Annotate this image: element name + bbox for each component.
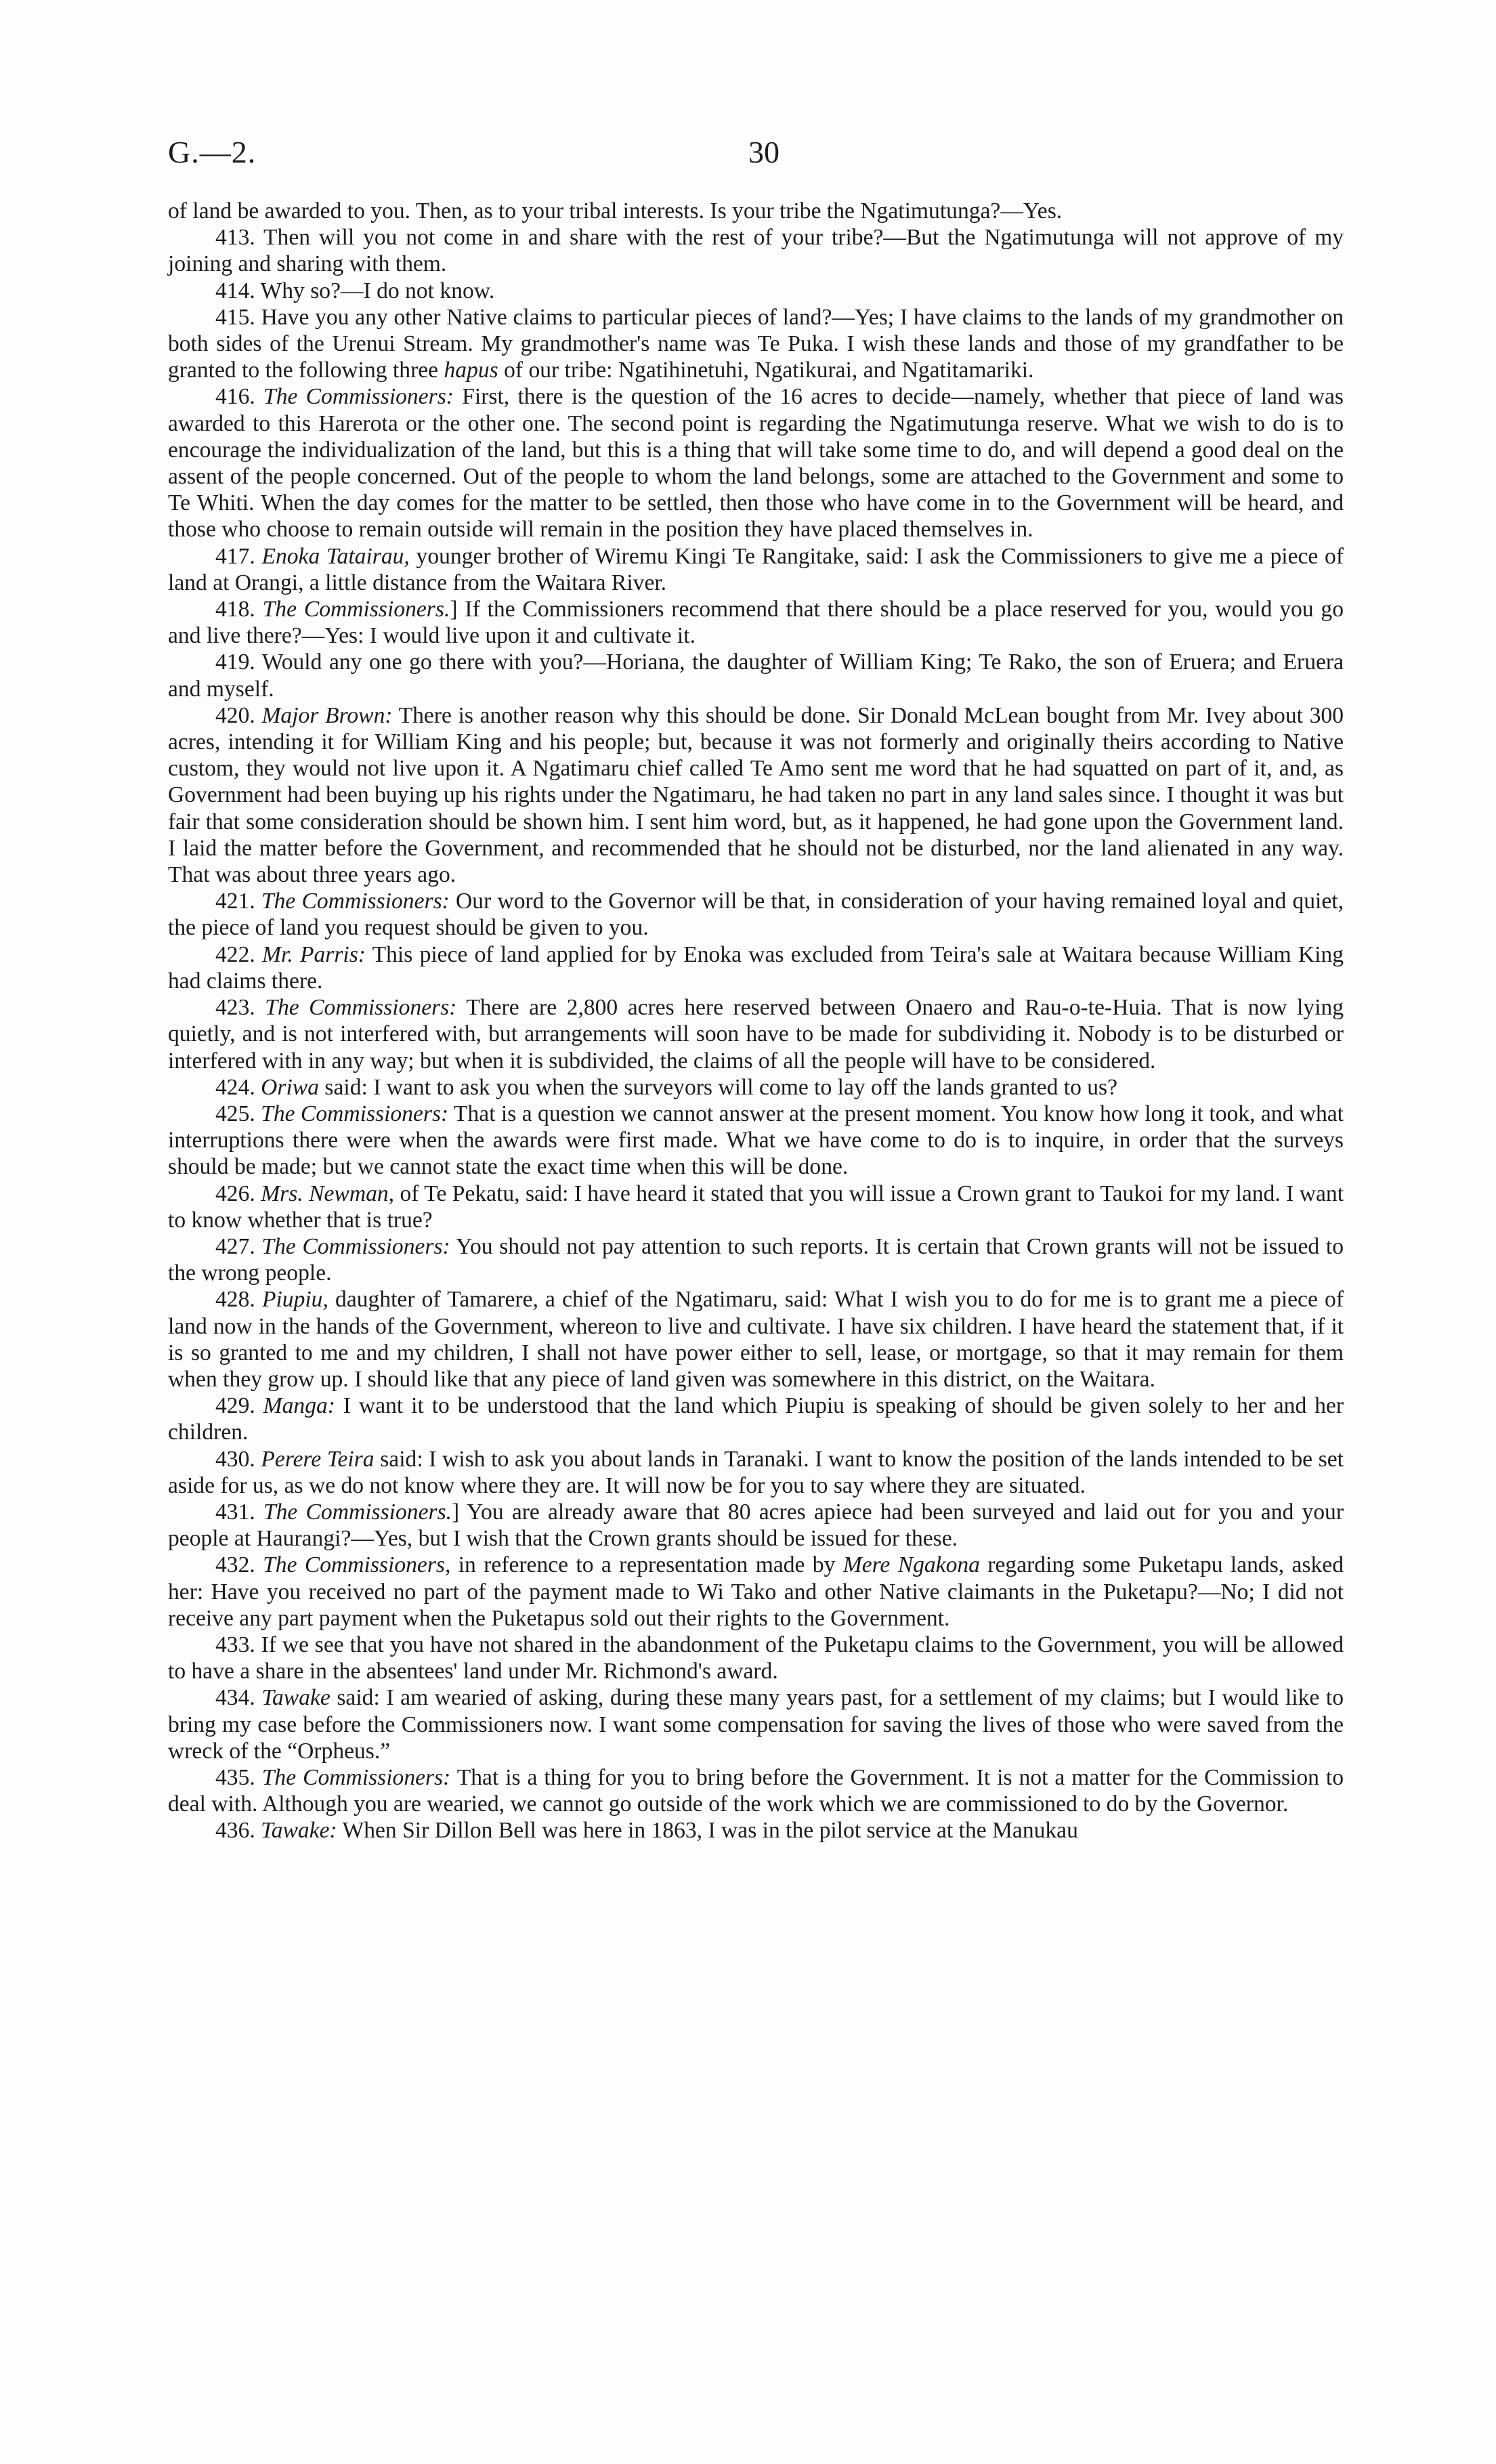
paragraph-text: 425. xyxy=(215,1101,261,1126)
paragraph xyxy=(168,198,1344,224)
speaker-name: Tawake: xyxy=(261,1818,337,1844)
paragraph-text: 421. xyxy=(215,889,261,914)
speaker-name: Mr. Parris: xyxy=(262,941,366,967)
paragraph-text: of our tribe: Ngatihinetuhi, Ngatikurai, and Ngatitamariki. xyxy=(498,358,1034,383)
paragraph xyxy=(168,1286,1344,1393)
paragraph xyxy=(168,1101,1344,1181)
paragraph xyxy=(168,888,1344,941)
paragraph xyxy=(168,649,1344,702)
paragraph-text: 424. xyxy=(215,1074,261,1100)
speaker-name: The Commissioners: xyxy=(261,1233,450,1259)
paragraph-text: 427. xyxy=(215,1233,262,1259)
paragraph-text: 422. xyxy=(215,941,263,967)
paragraph xyxy=(168,278,1344,304)
paragraph-text: said: I want to ask you when the surveyors will come to lay off the lands granted to us? xyxy=(319,1074,1118,1100)
paragraph-text: regarding some Puketapu lands, asked her: Have you received no part of the payment made to Wi Tako and other Native claimants in the Puketapu?—No; I did not receive any part payment when the Puketapus sold out their rights to the Government. xyxy=(168,1552,1344,1631)
paragraph-text: There is another reason why this should be done. Sir Donald McLean bought from Mr. Ivey about 300 acres, intending it for William King and his people; but, because it was not formerly and originally theirs according to Native custom, they would not live upon it. A Ngatimaru chief called Te Amo sent me word that he had squatted on part of it, and, as Government had been buying up his rights under the Ngatimaru, he had taken no part in any land sales since. I thought it was but fair that some consideration should be shown him. I sent him word, but, as it happened, he had gone upon the Government land. I laid the matter before the Government, and recommended that he should not be disturbed, nor the land alienated in any way. That was about three years ago. xyxy=(168,702,1344,888)
speaker-name: The Commissioners: xyxy=(261,1101,449,1126)
speaker-name: Tawake xyxy=(261,1685,330,1711)
paragraph-text: When Sir Dillon Bell was here in 1863, I was in the pilot service at the Manukau xyxy=(337,1818,1078,1844)
speaker-name: The Commissioners, xyxy=(263,1552,451,1578)
paragraph-text: 423. xyxy=(215,995,265,1021)
speaker-name: hapus xyxy=(444,358,498,383)
speaker-name: The Commissioners: xyxy=(265,995,457,1021)
paragraph-text: 429. xyxy=(215,1393,263,1419)
paragraph-text: You should not pay attention to such reports. It is certain that Crown grants will not be issued to the wrong people. xyxy=(168,1233,1344,1286)
paragraph-text: 413. Then will you not come in and share with the rest of your tribe?—But the Ngatimutunga will not approve of my joining and sharing with them. xyxy=(168,225,1344,277)
paragraph-text: First, there is the question of the 16 acres to decide—namely, whether that piece of land was awarded to this Harerota or the other one. The second point is regarding the Ngatimutunga reserve. What we wish to do is to encourage the individualization of the land, but this is a thing that will take some time to do, and will depend a good deal on the assent of the people concerned. Out of the people to whom the land belongs, some are attached to the Government and some to Te Whiti. When the day comes for the matter to be settled, then those who have come in to the Government will be heard, and those who choose to remain outside will remain in the position they have placed themselves in. xyxy=(168,384,1344,543)
paragraph-text: ] You are already aware that 80 acres apiece had been surveyed and laid out for you and your people at Haurangi?—Yes, but I wish that the Crown grants should be issued for these. xyxy=(168,1499,1344,1552)
paragraph-text: Our word to the Governor will be that, in consideration of your having remained loyal and quiet, the piece of land you request should be given to you. xyxy=(168,889,1344,941)
paragraph xyxy=(168,543,1344,596)
paragraph-text: 430. xyxy=(215,1446,261,1472)
paragraph-text: said: I am wearied of asking, during these many years past, for a settlement of my claims; but I would like to bring my case before the Commissioners now. I want some compensation for saving the lives of those who were saved from the wreck of the “Orpheus.” xyxy=(168,1685,1344,1764)
paragraph-text: 432. xyxy=(215,1552,263,1578)
speaker-name: Oriwa xyxy=(261,1074,319,1100)
paragraph-text: 415. Have you any other Native claims to particular pieces of land?—Yes; I have claims to the lands of my grandmother on both sides of the Urenui Stream. My grandmother's name was Te Puka. I wish these lands and those of my grandfather to be granted to the following three xyxy=(168,304,1344,383)
speaker-name: The Commissioners: xyxy=(261,889,450,914)
paragraph-text: 434. xyxy=(215,1685,262,1711)
speaker-name: Mere Ngakona xyxy=(842,1552,980,1578)
paragraph-text: This piece of land applied for by Enoka was excluded from Teira's sale at Waitara because William King had claims there. xyxy=(168,941,1344,994)
paragraph xyxy=(168,1552,1344,1632)
paragraph-text: 420. xyxy=(215,702,262,728)
paragraph xyxy=(168,224,1344,277)
paragraph xyxy=(168,702,1344,888)
paragraph-text: ] If the Commissioners recommend that there should be a place reserved for you, would you go and live there?—Yes: I would live upon it and cultivate it. xyxy=(168,597,1344,649)
speaker-name: Piupiu, xyxy=(261,1287,328,1313)
paragraph-text: That is a question we cannot answer at the present moment. You know how long it took, and what interruptions there were when the awards were first made. What we have come to do is to inquire, in order that the surveys should be made; but we cannot state the exact time when this will be done. xyxy=(168,1101,1344,1180)
paragraph-text: 426. xyxy=(215,1181,261,1206)
speaker-name: The Commissioners. xyxy=(263,1499,452,1525)
speaker-name: The Commissioners: xyxy=(263,384,454,410)
paragraph-text: in reference to a representation made by xyxy=(450,1552,843,1578)
paragraph-text: I want it to be understood that the land which Piupiu is speaking of should be given solely to her and her children. xyxy=(168,1393,1344,1445)
paragraph-text: There are 2,800 acres here reserved between Onaero and Rau-o-te-Huia. That is now lying quietly, and is not interfered with, but arrangements will soon have to be made for subdividing it. Nobody is to be disturbed or interfered with in any way; but when it is subdivided, the claims of all the people will have to be considered. xyxy=(168,995,1344,1074)
paragraph xyxy=(168,1817,1344,1844)
paragraph xyxy=(168,1764,1344,1817)
paragraph-text: 435. xyxy=(215,1764,262,1790)
speaker-name: Perere Teira xyxy=(261,1446,375,1472)
page-number: 30 xyxy=(748,135,779,169)
document-body xyxy=(168,198,1344,1844)
paragraph-text: 428. xyxy=(215,1287,262,1313)
paragraph-text: 431. xyxy=(215,1499,263,1525)
paragraph-text: That is a thing for you to bring before the Government. It is not a matter for the Commission to deal with. Although you are wearied, we cannot go outside of the work which we are commissioned to do by the Governor. xyxy=(168,1764,1344,1817)
paragraph xyxy=(168,1446,1344,1499)
paragraph-text: 433. If we see that you have not shared in the abandonment of the Puketapu claims to the Government, you will be allowed to have a share in the absentees' land under Mr. Richmond's award. xyxy=(168,1632,1344,1684)
paragraph xyxy=(168,383,1344,543)
speaker-name: The Commissioners. xyxy=(262,597,450,622)
paragraph xyxy=(168,1074,1344,1101)
paragraph-text: 414. Why so?—I do not know. xyxy=(215,278,495,303)
paragraph-text: daughter of Tamarere, a chief of the Ngatimaru, said: What I wish you to do for me is to grant me a piece of land now in the hands of the Government, whereon to live and cultivate. I have six children. I have heard the statement that, if it is so granted to me and my children, I shall not have power either to sell, lease, or mortgage, so that it may remain for them when they grow up. I should like that any piece of land given was somewhere in this district, on the Waitara. xyxy=(168,1287,1344,1392)
paragraph-text: of land be awarded to you. Then, as to your tribal interests. Is your tribe the Ngatimutunga?—Yes. xyxy=(168,198,1063,224)
paragraph xyxy=(168,1684,1344,1764)
paragraph-text: 418. xyxy=(215,597,263,622)
paragraph xyxy=(168,1499,1344,1552)
report-reference: G.—2. xyxy=(168,135,257,169)
paragraph xyxy=(168,1632,1344,1684)
paragraph xyxy=(168,304,1344,384)
paragraph-text: younger brother of Wiremu Kingi Te Rangitake, said: I ask the Commissioners to give me a piece of land at Orangi, a little distance from the Waitara River. xyxy=(168,543,1344,595)
paragraph xyxy=(168,994,1344,1074)
paragraph xyxy=(168,596,1344,649)
speaker-name: Manga: xyxy=(263,1393,335,1419)
speaker-name: Enoka Tatairau, xyxy=(261,543,410,569)
paragraph-text: 419. Would any one go there with you?—Horiana, the daughter of William King; Te Rako, the son of Eruera; and Eruera and myself. xyxy=(168,650,1344,702)
paragraph-text: 417. xyxy=(215,543,262,569)
paragraph-text: of Te Pekatu, said: I have heard it stated that you will issue a Crown grant to Taukoi for my land. I want to know whether that is true? xyxy=(168,1181,1344,1233)
paragraph-text: 416. xyxy=(215,384,264,410)
speaker-name: The Commissioners: xyxy=(261,1764,451,1790)
paragraph-text: 436. xyxy=(215,1818,261,1844)
speaker-name: Mrs. Newman, xyxy=(261,1181,395,1206)
paragraph xyxy=(168,941,1344,994)
speaker-name: Major Brown: xyxy=(261,702,393,728)
paragraph xyxy=(168,1393,1344,1445)
paragraph-text: said: I wish to ask you about lands in Taranaki. I want to know the position of the lands intended to be set aside for us, as we do not know where they are. It will now be for you to say where they are situated. xyxy=(168,1446,1344,1498)
paragraph xyxy=(168,1181,1344,1233)
paragraph xyxy=(168,1233,1344,1286)
